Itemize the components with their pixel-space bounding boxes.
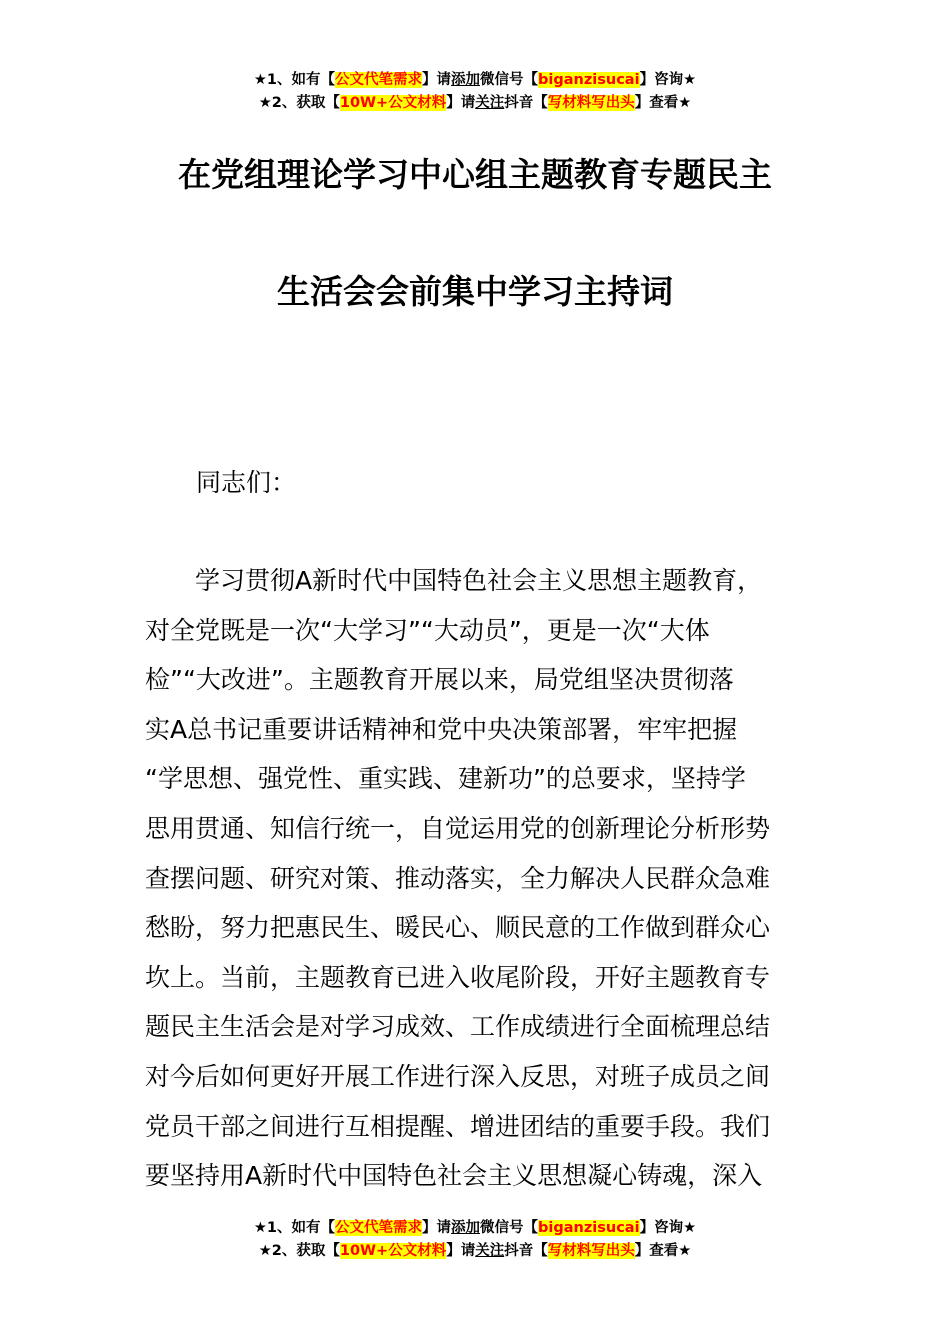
body-paragraph bbox=[145, 564, 810, 1209]
body-line: 实A总书记重要讲话精神和党中央决策部署，牢牢把握 bbox=[145, 714, 738, 744]
promo-highlight-service: 公文代笔需求 bbox=[335, 72, 423, 88]
body-line: 查摆问题、研究对策、推动落实，全力解决人民群众急难 bbox=[145, 863, 771, 893]
document-title-line-2: 生活会会前集中学习主持词 bbox=[277, 272, 673, 311]
body-line: 要坚持用A新时代中国特色社会主义思想凝心铸魂，深入 bbox=[145, 1161, 763, 1191]
promo-highlight-materials: 10W+公文材料 bbox=[339, 95, 447, 111]
promo-highlight-douyin-account: 写材料写出头 bbox=[547, 1243, 635, 1259]
footer-promo-banner bbox=[0, 1217, 950, 1263]
promo-line-1: ★1、如有【公文代笔需求】请添加微信号【biganzisucai】咨询★ bbox=[253, 72, 697, 88]
body-line: 检”“大改进”。主题教育开展以来，局党组坚决贯彻落 bbox=[145, 665, 734, 695]
promo-line-1: ★1、如有【公文代笔需求】请添加微信号【biganzisucai】咨询★ bbox=[253, 1220, 697, 1236]
promo-highlight-douyin-account: 写材料写出头 bbox=[547, 95, 635, 111]
body-line: 坎上。当前，主题教育已进入收尾阶段，开好主题教育专 bbox=[145, 962, 771, 992]
body-line: “学思想、强党性、重实践、建新功”的总要求，坚持学 bbox=[145, 764, 746, 794]
promo-line-2: ★2、获取【10W+公文材料】请关注抖音【写材料写出头】查看★ bbox=[258, 95, 692, 111]
body-line: 学习贯彻A新时代中国特色社会主义思想主题教育， bbox=[145, 566, 763, 595]
greeting: 同志们： bbox=[196, 468, 297, 497]
promo-highlight-materials: 10W+公文材料 bbox=[339, 1243, 447, 1259]
promo-highlight-wechat-id: biganzisucai bbox=[538, 1220, 640, 1236]
promo-highlight-wechat-id: biganzisucai bbox=[538, 72, 640, 88]
body-line: 对全党既是一次“大学习”“大动员”，更是一次“大体 bbox=[145, 615, 710, 645]
promo-highlight-service: 公文代笔需求 bbox=[335, 1220, 423, 1236]
body-line: 党员干部之间进行互相提醒、增进团结的重要手段。我们 bbox=[145, 1111, 771, 1141]
body-line: 题民主生活会是对学习成效、工作成绩进行全面梳理总结 bbox=[145, 1012, 771, 1042]
body-line: 对今后如何更好开展工作进行深入反思，对班子成员之间 bbox=[145, 1061, 771, 1091]
body-line: 愁盼，努力把惠民生、暖民心、顺民意的工作做到群众心 bbox=[145, 913, 771, 943]
promo-line-2: ★2、获取【10W+公文材料】请关注抖音【写材料写出头】查看★ bbox=[258, 1243, 692, 1259]
body-line: 思用贯通、知信行统一，自觉运用党的创新理论分析形势 bbox=[145, 813, 771, 843]
document-title-line-1: 在党组理论学习中心组主题教育专题民主 bbox=[178, 155, 772, 194]
header-promo-banner bbox=[0, 69, 950, 115]
